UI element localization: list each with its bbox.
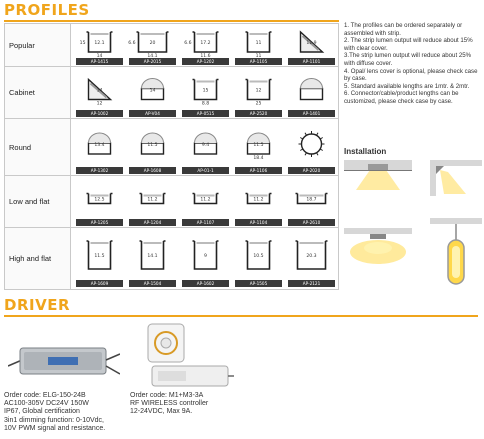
profile-dimension: 15 [79,41,86,46]
profile-row [5,176,338,228]
profile-cross-section-icon [73,120,126,166]
profile-row-label: Popular [5,24,71,66]
profile-dimension: 14.1 [147,54,158,57]
profile-code: AP-2520 [235,110,282,117]
note-6: 6. Connector/cable/product lengths can be customized, please check case by case. [344,90,459,105]
installation-title: Installation [344,147,387,156]
profile-item [126,229,179,288]
profile-item [232,68,285,118]
profile-code: AP-2610 [288,219,335,226]
profile-item [179,68,232,118]
note-1: 1. The profiles can be ordered separately or assembled with strip. [344,22,463,37]
profile-item [232,120,285,175]
profile-cross-section-icon [285,120,338,166]
profile-item [179,177,232,227]
profile-code: AP-0515 [182,110,229,117]
profile-code: AP-1401 [288,110,335,117]
note-3: 3.The strip lumen output will reduce about 25% with diffuse cover. [344,52,472,67]
profile-dimension: 12.1 [94,41,105,46]
profile-code: AP-1602 [182,280,229,287]
profile-dimension: 11.5 [147,143,158,148]
note-5: 5. Standard available lengths are 1mtr. & 2mtr. [344,82,470,90]
profile-code: AP-1101 [288,58,335,65]
profile-dimension: 18.4 [253,156,264,161]
profile-cross-section-icon [179,25,232,57]
profile-dimension: 12 [96,101,103,107]
profile-cross-section-icon [126,68,179,109]
profile-cross-section-icon [179,120,232,166]
profile-code: AP-1204 [129,219,176,226]
surface-mount-illustration [344,228,412,268]
profile-dimension: 11.6 [200,54,211,57]
profile-dimension: 14 [149,88,156,94]
profile-cross-section-icon [285,177,338,218]
profile-cross-section-icon [179,177,232,218]
profile-row [5,228,338,289]
profile-item [73,229,126,288]
profile-dimension: 11.2 [147,197,158,203]
profile-dimension: 6.6 [184,41,192,46]
profile-item [285,229,338,288]
profile-item [285,68,338,118]
profile-dimension: 11.5 [253,143,264,148]
profile-dimension: 11.2 [200,197,211,203]
profiles-grid [4,23,339,290]
profile-item [179,229,232,288]
profile-dimension: 13.4 [94,143,105,148]
order-1-line-4: 3in1 dimming function: 0-10Vdc, [4,416,104,424]
profile-item [73,68,126,118]
wireless-controller-illustration [138,322,234,390]
order-2-line-3: 12-24VDC, Max 9A. [130,408,193,416]
profile-cross-section-icon [285,68,338,109]
profile-item [126,68,179,118]
profile-code: AP-01-1 [182,167,229,174]
profile-cross-section-icon [73,177,126,218]
profile-row-label: Low and flat [5,176,71,227]
profile-code: AP-1302 [76,167,123,174]
profile-code: AP-1415 [76,58,123,65]
profile-code: AP-2121 [288,280,335,287]
profile-code: AP-2015 [129,58,176,65]
profile-row [5,24,338,67]
profile-code: AP-V04 [129,110,176,117]
profile-item [73,25,126,66]
profile-dimension: 9.4 [201,143,210,148]
order-1-line-1: Order code: ELG-150-24B [4,392,86,399]
profile-row-label: Round [5,119,71,175]
recessed-mount-illustration [344,160,412,196]
profile-cross-section-icon [232,177,285,218]
profile-item [232,25,285,66]
profile-cross-section-icon [179,68,232,109]
profiles-divider [4,20,339,22]
driver-divider [4,315,478,317]
profile-cross-section-icon [126,229,179,279]
order-2-line-1: Order code: M1+M3-3A [130,392,204,399]
profile-cross-section-icon [232,68,285,109]
profile-item [285,177,338,227]
profile-code: AP-1105 [235,58,282,65]
profile-item [179,120,232,175]
profile-code: AP-1609 [76,280,123,287]
profile-cross-section-icon [73,68,126,109]
profile-dimension: 11.5 [94,254,105,259]
pendant-mount-illustration [430,218,482,290]
profile-code: AP-1202 [182,58,229,65]
profile-dimension: 20.3 [306,254,317,259]
corner-mount-illustration [430,160,482,196]
profile-dimension: 12 [255,88,262,94]
profile-dimension: 9 [204,254,207,259]
profile-item [73,177,126,227]
profile-cross-section-icon [126,120,179,166]
profiles-title: PROFILES [4,1,90,19]
profile-code: AP-1504 [129,280,176,287]
profile-code: AP-1205 [76,219,123,226]
profile-code: AP-1505 [235,280,282,287]
profile-code: AP-1106 [235,167,282,174]
profile-dimension: 25 [255,101,262,107]
profile-row-label: High and flat [5,228,71,289]
profile-dimension: 18.7 [306,197,317,203]
profile-dimension: 10.5 [253,254,264,259]
profile-cross-section-icon [73,25,126,57]
profile-dimension: 20 [149,41,156,46]
profile-cross-section-icon [232,120,285,166]
profile-item [232,229,285,288]
profile-cross-section-icon [285,229,338,279]
profile-dimension: 11.2 [253,197,264,203]
profile-cross-section-icon [73,229,126,279]
driver-title: DRIVER [4,296,70,314]
profile-item [126,25,179,66]
order-1-line-5: 10V PWM signal and resistance. [4,424,106,432]
order-1-line-2: AC100-305V DC24V 150W [4,400,89,408]
profile-item [232,177,285,227]
order-1-line-3: IP67, Global certification [4,408,80,416]
profile-cross-section-icon [232,25,285,57]
profile-code: AP-1107 [182,219,229,226]
profile-code: AP-2020 [288,167,335,174]
profile-code: AP-1002 [76,110,123,117]
profile-dimension: 14 [96,88,103,94]
profile-item [126,120,179,175]
power-supply-illustration [8,330,120,388]
note-4: 4. Opal/ lens cover is optional, please check case by case. [344,67,478,83]
profile-item [73,120,126,175]
profile-code: AP-1104 [235,219,282,226]
profile-row-label: Cabinet [5,67,71,118]
order-2-line-2: RF WIRELESS controller [130,400,209,408]
profile-item [285,25,338,66]
profile-dimension: 11 [255,41,262,46]
profile-item [285,120,338,175]
profile-item [126,177,179,227]
profile-dimension: 11.9 [306,41,317,46]
profile-dimension: 8.8 [201,101,210,107]
profile-cross-section-icon [285,25,338,57]
profile-cross-section-icon [126,177,179,218]
profile-notes [344,22,482,106]
profile-cross-section-icon [232,229,285,279]
profile-dimension: 6.6 [128,41,136,46]
profile-cross-section-icon [179,229,232,279]
note-2: 2. The strip lumen output will reduce about 15% with clear cover. [344,37,473,52]
profile-item [179,25,232,66]
profile-dimension: 14 [96,54,103,57]
profile-dimension: 14.1 [147,254,158,259]
profile-cross-section-icon [126,25,179,57]
profile-dimension: 12.5 [94,197,105,203]
profile-row [5,67,338,119]
driver-order-2 [130,392,280,417]
profile-dimension: 15 [202,88,209,94]
profile-row [5,119,338,176]
profile-dimension: 17.2 [200,41,211,46]
profile-code: AP-1608 [129,167,176,174]
profile-dimension: 11 [255,54,262,57]
